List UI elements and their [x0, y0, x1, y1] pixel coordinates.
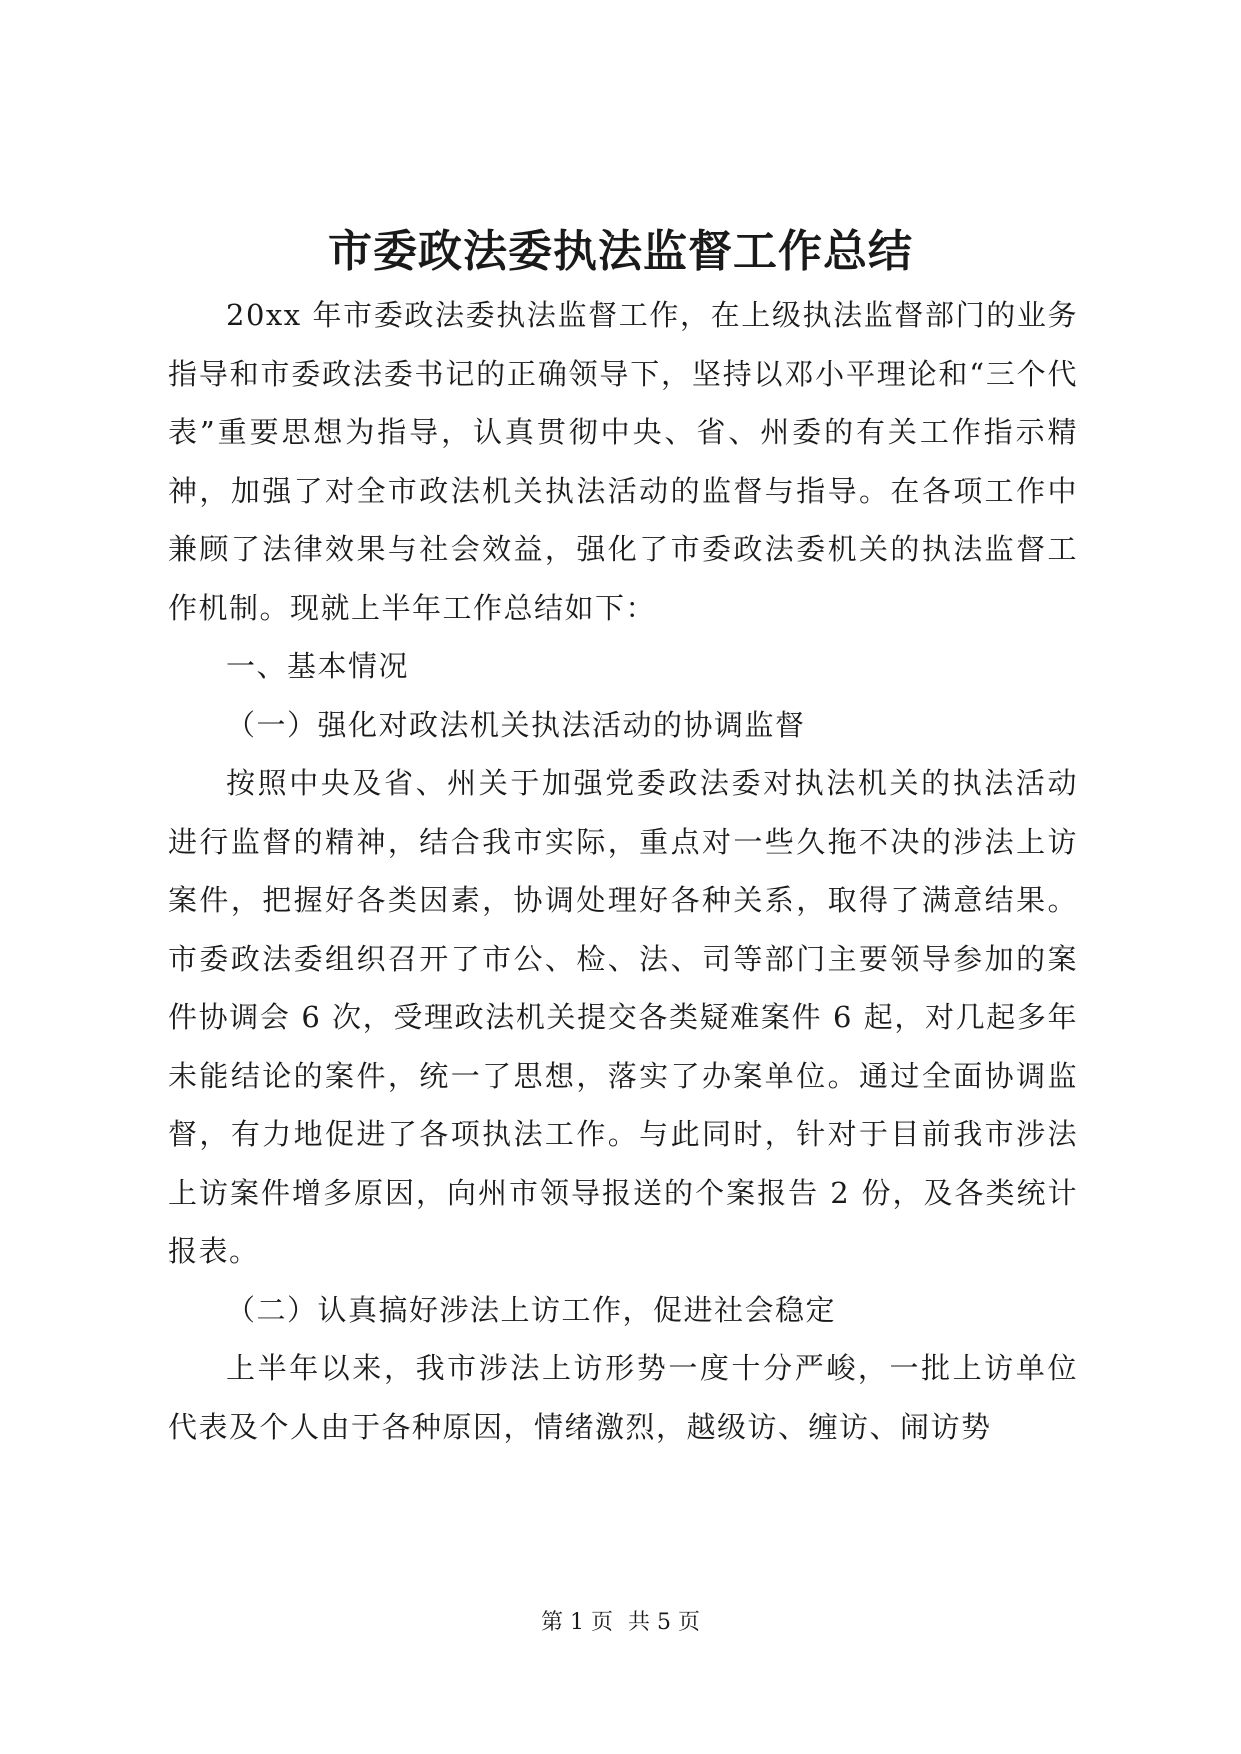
- section-heading-basic-situation: 一、基本情况: [226, 649, 410, 683]
- subsection-heading-1: （一）强化对政法机关执法活动的协调监督: [226, 707, 806, 742]
- page-number: 第 1 页: [541, 1610, 613, 1635]
- document-body: [168, 286, 1078, 1456]
- paragraph-intro: 20xx 年市委政法委执法监督工作，在上级执法监督部门的业务指导和市委政法委书记的正确领导下，坚持以邓小平理论和“三个代表”重要思想为指导，认真贯彻中央、省、州委的有关工作指示精神，加强了对全市政法机关执法活动的监督与指导。在各项工作中兼顾了法律效果与社会效益，强化了市委政法委机关的执法监督工作机制。现就上半年工作总结如下：: [168, 298, 1078, 625]
- paragraph-coordination: 按照中央及省、州关于加强党委政法委对执法机关的执法活动进行监督的精神，结合我市实际，重点对一些久拖不决的涉法上访案件，把握好各类因素，协调处理好各种关系，取得了满意结果。市委政法委组织召开了市公、检、法、司等部门主要领导参加的案件协调会 6 次，受理政法机关提交各类疑难案件 6 起，对几起多年未能结论的案件，统一了思想，落实了办案单位。通过全面协调监督，有力地促进了各项执法工作。与此同时，针对于目前我市涉法上访案件增多原因，向州市领导报送的个案报告 2 份，及各类统计报表。: [168, 766, 1078, 1268]
- subsection-heading-2: （二）认真搞好涉法上访工作，促进社会稳定: [226, 1292, 837, 1327]
- page-total: 共 5 页: [628, 1610, 700, 1635]
- paragraph-petition: 上半年以来，我市涉法上访形势一度十分严峻，一批上访单位代表及个人由于各种原因，情绪激烈，越级访、缠访、闹访势: [168, 1351, 1078, 1444]
- document-title: 市委政法委执法监督工作总结: [328, 226, 913, 277]
- page-footer: [0, 1608, 1241, 1638]
